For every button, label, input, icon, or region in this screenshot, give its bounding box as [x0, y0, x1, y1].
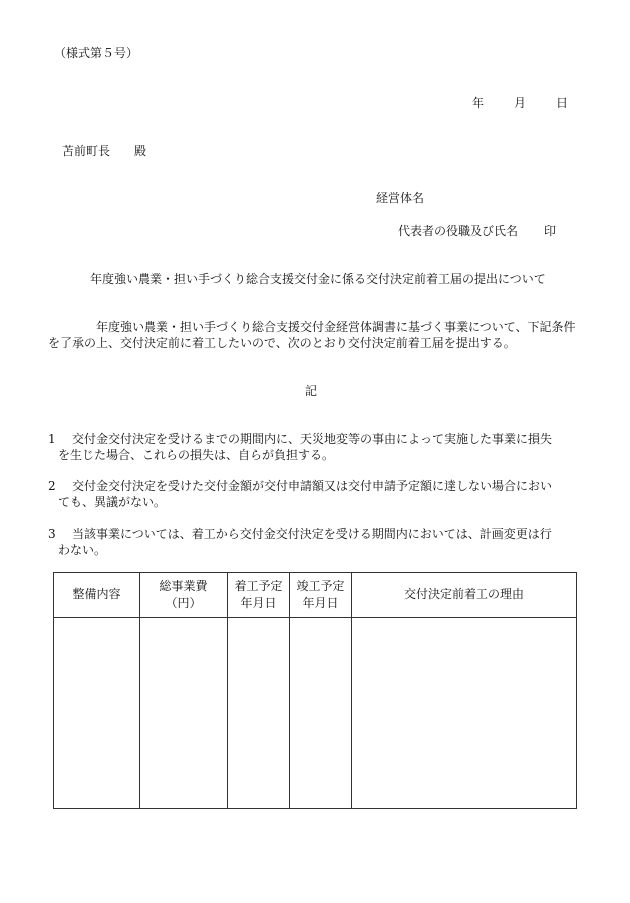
header-content: 整備内容	[54, 573, 140, 618]
seal-mark: 印	[544, 224, 557, 238]
condition-text: 交付金交付決定を受けるまでの期間内に、天災地変等の事由によって実施した事業に損失	[72, 432, 553, 446]
date-line	[472, 96, 568, 112]
addressee-name: 苫前町長	[62, 144, 111, 158]
date-day: 日	[555, 96, 568, 110]
date-year: 年	[471, 96, 484, 110]
representative-line	[398, 224, 556, 240]
cell-completion-date[interactable]	[290, 618, 352, 809]
condition-text-continued: ても、異議がない。	[58, 494, 167, 509]
cell-total-cost[interactable]	[140, 618, 228, 809]
condition-number: 2	[48, 479, 56, 493]
document-subject: 年度強い農業・担い手づくり総合支援交付金に係る交付決定前着工届の提出について	[90, 272, 546, 286]
condition-item	[48, 527, 580, 558]
header-start-date: 着工予定 年月日	[228, 573, 290, 618]
condition-number: 1	[48, 432, 56, 446]
header-total-cost: 総事業費 （円）	[140, 573, 228, 618]
table-header-row	[54, 573, 577, 618]
condition-text-continued: わない。	[58, 542, 107, 557]
representative-label: 代表者の役職及び氏名	[398, 224, 519, 238]
work-details-table	[53, 572, 577, 809]
cell-start-date[interactable]	[228, 618, 290, 809]
form-number: （様式第５号）	[54, 46, 139, 60]
header-completion-date: 竣工予定 年月日	[290, 573, 352, 618]
cell-reason[interactable]	[352, 618, 577, 809]
condition-item	[48, 432, 580, 463]
addressee	[62, 144, 146, 160]
condition-number: 3	[48, 527, 56, 541]
cell-content[interactable]	[54, 618, 140, 809]
date-month: 月	[513, 96, 526, 110]
body-paragraph: 年度強い農業・担い手づくり総合支援交付金経営体調書に基づく事業について、下記条件を了承の上、交付決定前に着工したいので、次のとおり交付決定前着工届を提出する。	[48, 320, 576, 350]
condition-text: 交付金交付決定を受けた交付金額が交付申請額又は交付申請予定額に達しない場合におい	[72, 479, 553, 493]
header-reason: 交付決定前着工の理由	[352, 573, 577, 618]
condition-item	[48, 479, 580, 510]
table-row	[54, 618, 577, 809]
applicant-name-label: 経営体名	[376, 191, 425, 205]
addressee-honorific: 殿	[134, 144, 147, 158]
condition-text-continued: を生じた場合、これらの損失は、自らが負担する。	[58, 447, 335, 462]
ki-heading: 記	[305, 384, 318, 398]
condition-text: 当該事業については、着工から交付金交付決定を受ける期間内においては、計画変更は行	[72, 527, 552, 541]
